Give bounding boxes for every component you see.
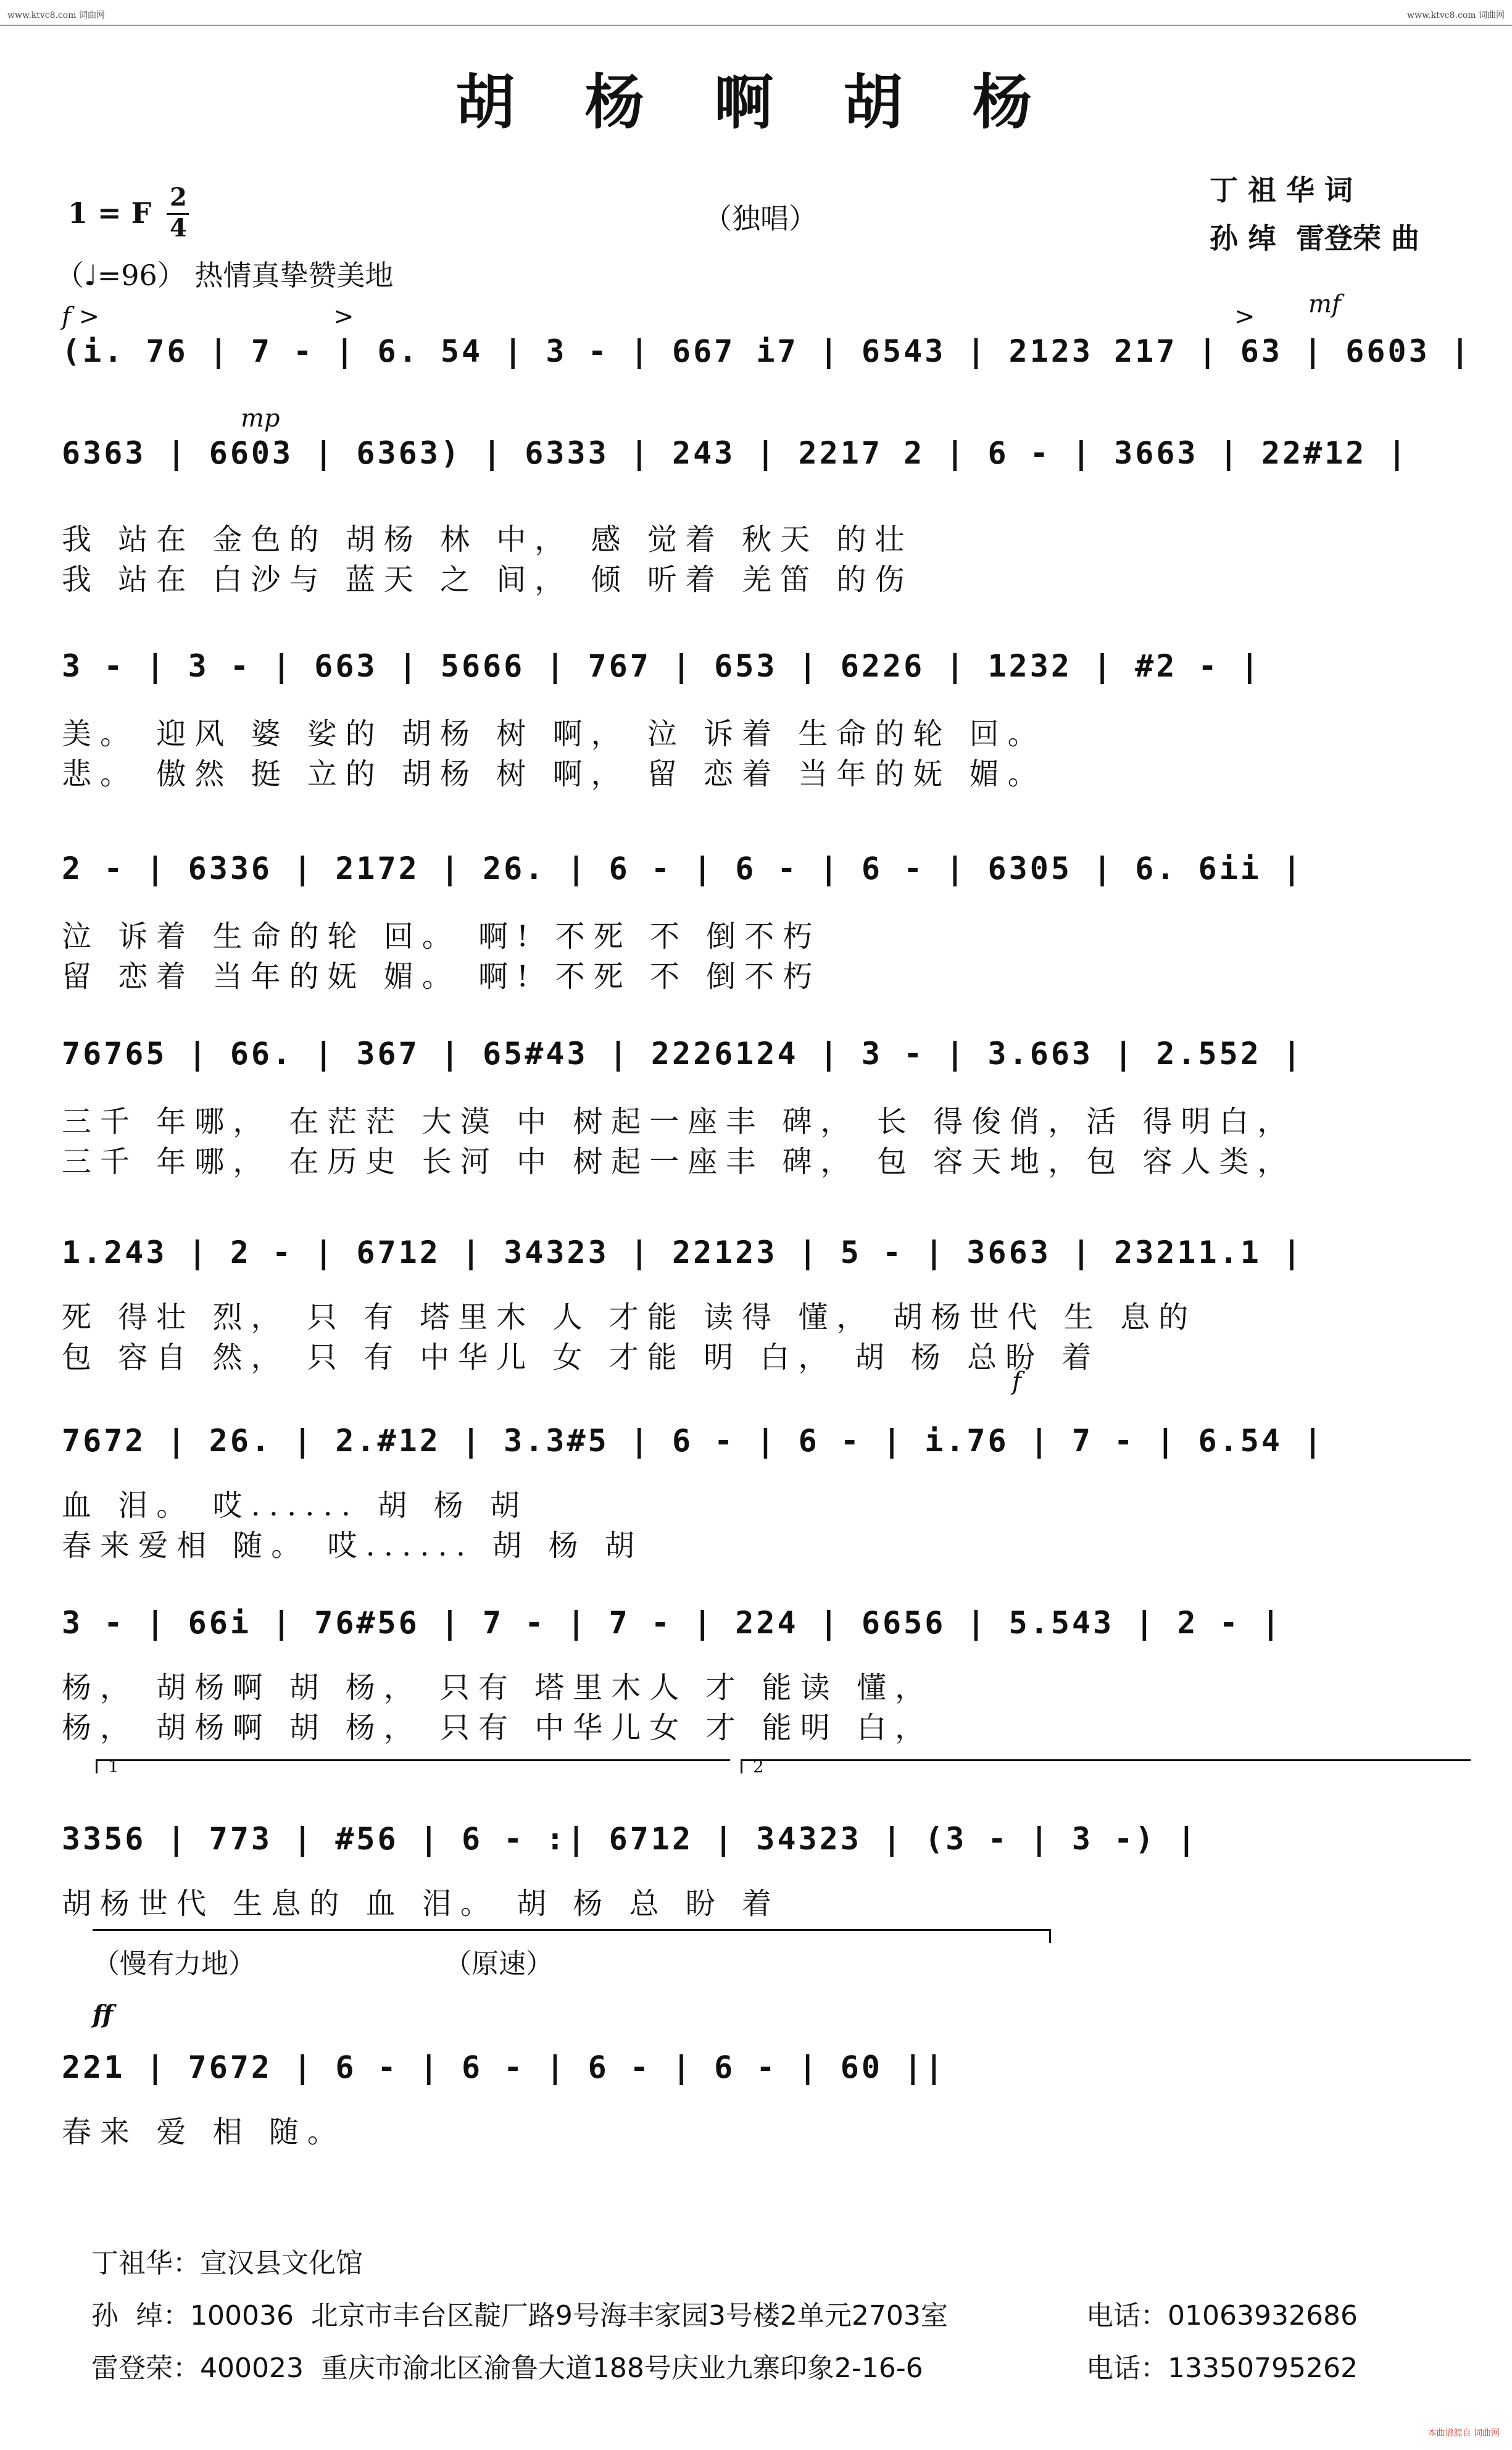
accent-mark: > bbox=[333, 302, 354, 331]
volta-number-1: 1 bbox=[108, 1756, 119, 1777]
tempo-change-slow: （慢有力地） bbox=[93, 1948, 255, 1980]
volta-bracket-1 bbox=[96, 1759, 730, 1773]
lyrics-verse-1: 三千 年哪， 在茫茫 大漠 中 树起一座丰 碑， 长 得俊俏，活 得明白， bbox=[62, 1104, 1296, 1139]
lyrics-verse-1: 血 泪。 哎...... 胡 杨 胡 bbox=[62, 1488, 528, 1523]
notation-line: (i. 76 | 7 - | 6. 54 | 3 - | 667 i7 | 6543 | 2123 217 | 63 | 6603 | bbox=[62, 333, 1472, 369]
tempo-bracket bbox=[93, 1929, 1051, 1943]
lyrics-verse-2: 春来爱相 随。 哎...... 胡 杨 胡 bbox=[62, 1528, 643, 1563]
site-watermark-left: www.ktvc8.com 词曲网 bbox=[7, 10, 105, 20]
lyrics-verse-2: 三千 年哪， 在历史 长河 中 树起一座丰 碑， 包 容天地，包 容人类， bbox=[62, 1144, 1296, 1179]
lyrics-verse-2: 杨， 胡杨啊 胡 杨， 只有 中华儿女 才 能明 白， bbox=[62, 1710, 934, 1745]
lyrics-verse-1: 杨， 胡杨啊 胡 杨， 只有 塔里木人 才 能读 懂， bbox=[62, 1670, 934, 1705]
header-rule bbox=[0, 25, 1512, 26]
notation-line: 1.243 | 2 - | 6712 | 34323 | 22123 | 5 - | 3663 | 23211.1 | bbox=[62, 1235, 1304, 1270]
notation-line: 6363 | 6603 | 6363) | 6333 | 243 | 2217 2 | 6 - | 3663 | 22#12 | bbox=[62, 435, 1409, 471]
footer-composer2-phone: 电话：13350795262 bbox=[1086, 2352, 1358, 2384]
lyrics-verse-2: 悲。 傲然 挺 立的 胡杨 树 啊， 留 恋着 当年的妩 媚。 bbox=[62, 757, 1046, 791]
volta-number-2: 2 bbox=[753, 1756, 764, 1777]
dynamic-mark: f > bbox=[62, 302, 100, 331]
lyrics-verse-2: 包 容自 然， 只 有 中华儿 女 才能 明 白， 胡 杨 总盼 着 bbox=[62, 1340, 1100, 1375]
footer-composer2-address: 雷登荣：400023 重庆市渝北区渝鲁大道188号庆业九寨印象2-16-6 bbox=[91, 2352, 923, 2384]
notation-line: 221 | 7672 | 6 - | 6 - | 6 - | 6 - | 60 || bbox=[62, 2049, 946, 2085]
lyrics-verse-1: 美。 迎风 婆 娑的 胡杨 树 啊， 泣 诉着 生命的轮 回。 bbox=[62, 717, 1046, 751]
lyrics-verse-2: 留 恋着 当年的妩 媚。 啊! 不死 不 倒不朽 bbox=[62, 959, 821, 994]
footer-composer1-address: 孙 绰：100036 北京市丰台区靛厂路9号海丰家园3号楼2单元2703室 bbox=[91, 2300, 948, 2331]
footer-lyricist-info: 丁祖华：宣汉县文化馆 bbox=[91, 2248, 363, 2279]
lyrics-verse-1: 春来 爱 相 随。 bbox=[62, 2115, 346, 2149]
tempo-change-original: （原速） bbox=[444, 1948, 553, 1980]
time-signature-top: 2 bbox=[170, 183, 187, 212]
dynamic-mark: mf bbox=[1308, 290, 1341, 319]
time-signature-bottom: 4 bbox=[170, 214, 187, 243]
key-signature: 1 = F bbox=[68, 196, 152, 230]
lyrics-verse-1: 我 站在 金色的 胡杨 林 中， 感 觉着 秋天 的壮 bbox=[62, 522, 913, 557]
notation-line: 3356 | 773 | #56 | 6 - :| 6712 | 34323 | (3 - | 3 -) | bbox=[62, 1821, 1198, 1857]
performance-type: （独唱） bbox=[704, 202, 817, 235]
source-watermark: 本曲谱源自 词曲网 bbox=[1427, 2428, 1500, 2438]
site-watermark-right: www.ktvc8.com 词曲网 bbox=[1407, 10, 1505, 20]
notation-line: 3 - | 66i | 76#56 | 7 - | 7 - | 224 | 6656 | 5.543 | 2 - | bbox=[62, 1605, 1282, 1641]
notation-line: 7672 | 26. | 2.#12 | 3.3#5 | 6 - | 6 - | i.76 | 7 - | 6.54 | bbox=[62, 1423, 1325, 1459]
lyrics-verse-1: 胡杨世代 生息的 血 泪。 胡 杨 总 盼 着 bbox=[62, 1886, 781, 1921]
lyrics-verse-2: 我 站在 白沙与 蓝天 之 间， 倾 听着 羌笛 的伤 bbox=[62, 562, 913, 597]
lyrics-verse-1: 死 得壮 烈， 只 有 塔里木 人 才能 读得 懂， 胡杨世代 生 息的 bbox=[62, 1300, 1197, 1335]
notation-line: 76765 | 66. | 367 | 65#43 | 2226124 | 3 - | 3.663 | 2.552 | bbox=[62, 1036, 1304, 1072]
volta-bracket-2 bbox=[741, 1759, 1471, 1773]
tempo-marking: （♩=96） 热情真挚赞美地 bbox=[56, 259, 394, 292]
lyricist-credit: 丁 祖 华 词 bbox=[1210, 173, 1353, 207]
composer-credit: 孙 绰 雷登荣 曲 bbox=[1210, 222, 1420, 255]
dynamic-mark: f bbox=[1012, 1367, 1021, 1396]
song-title: 胡 杨 啊 胡 杨 bbox=[455, 67, 1057, 137]
lyrics-verse-1: 泣 诉着 生命的轮 回。 啊! 不死 不 倒不朽 bbox=[62, 919, 821, 954]
accent-mark: > bbox=[1234, 302, 1255, 331]
footer-composer1-phone: 电话：01063932686 bbox=[1086, 2300, 1358, 2331]
notation-line: 3 - | 3 - | 663 | 5666 | 767 | 653 | 6226 | 1232 | #2 - | bbox=[62, 648, 1261, 684]
dynamic-mark: mp bbox=[241, 404, 280, 433]
notation-line: 2 - | 6336 | 2172 | 26. | 6 - | 6 - | 6 - | 6305 | 6. 6ii | bbox=[62, 851, 1304, 886]
dynamic-mark: ff bbox=[93, 2000, 114, 2029]
